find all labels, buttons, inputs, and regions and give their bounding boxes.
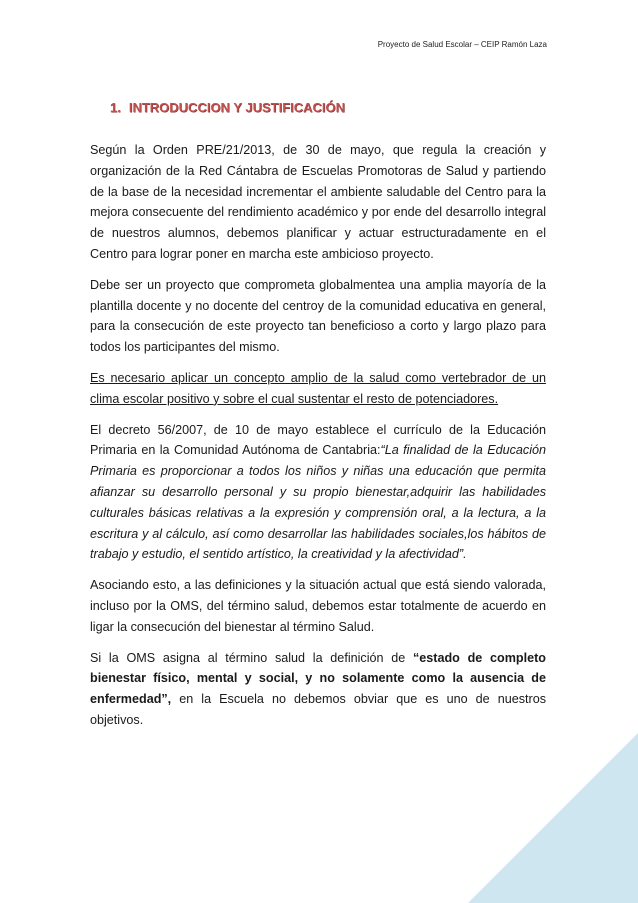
paragraph-4 (90, 420, 546, 566)
body-text (90, 140, 546, 741)
paragraph-2: Debe ser un proyecto que comprometa globalmentea una amplia mayoría de la plantilla docente y no docente del centroy de la comunidad educativa en general, para la consecución de este proyecto tan beneficioso a corto y largo plazo para todos los participantes del mismo. (90, 277, 546, 355)
paragraph-5: Asociando esto, a las definiciones y la situación actual que está siendo valorada, incluso por la OMS, del término salud, debemos estar totalmente de acuerdo en ligar la consecución del bienestar al término Salud. (90, 578, 546, 634)
paragraph-1: Según la Orden PRE/21/2013, de 30 de mayo, que regula la creación y organización de la Red Cántabra de Escuelas Promotoras de Salud y partiendo de la base de la necesidad incrementar el ambiente saludable del Centro para la mejora consecuente del rendimiento académico y por ende del desarrollo integral de nuestros alumnos, debemos planificar y actuar estructuradamente en el Centro para lograr poner en marcha este ambicioso proyecto. (90, 143, 546, 261)
section-title: INTRODUCCION Y JUSTIFICACIÓN (128, 100, 346, 115)
corner-decoration (468, 733, 638, 903)
underlined-text: Es necesario aplicar un concepto amplio de la salud como vertebrador de un clima escolar positivo y sobre el cual sustentar el resto de potenciadores. (90, 370, 546, 406)
section-heading (110, 100, 345, 115)
oms-text-start: Si la OMS asigna al término salud la definición de (90, 650, 413, 665)
page-number: 29 (573, 822, 585, 836)
decree-quote: “La finalidad de la Educación Primaria es proporcionar a todos los niños y niñas una educación que permita afianzar su desarrollo personal y su propio bienestar,adquirir las habilidades culturales básicas relativas a la expresión y comprensión oral, a la lectura, a la escritura y al cálculo, así como desarrollar las habilidades sociales,los hábitos de trabajo y estudio, el sentido artístico, la creatividad y la afectividad”. (90, 443, 547, 562)
paragraph-3 (90, 368, 546, 410)
paragraph-6 (90, 648, 546, 731)
running-header: Proyecto de Salud Escolar – CEIP Ramón Laza (377, 40, 547, 49)
section-number: 1. (110, 100, 121, 115)
decree-text: El decreto 56/2007, de 10 de mayo establece el currículo de la Educación Primaria en la Comunidad Autónoma de Cantabria: (90, 422, 546, 458)
oms-text-end: en la Escuela no debemos obviar que es uno de nuestros objetivos. (90, 692, 546, 727)
oms-definition: “estado de completo bienestar físico, mental y social, y no solamente como la ausencia de enfermedad”, (90, 650, 546, 707)
